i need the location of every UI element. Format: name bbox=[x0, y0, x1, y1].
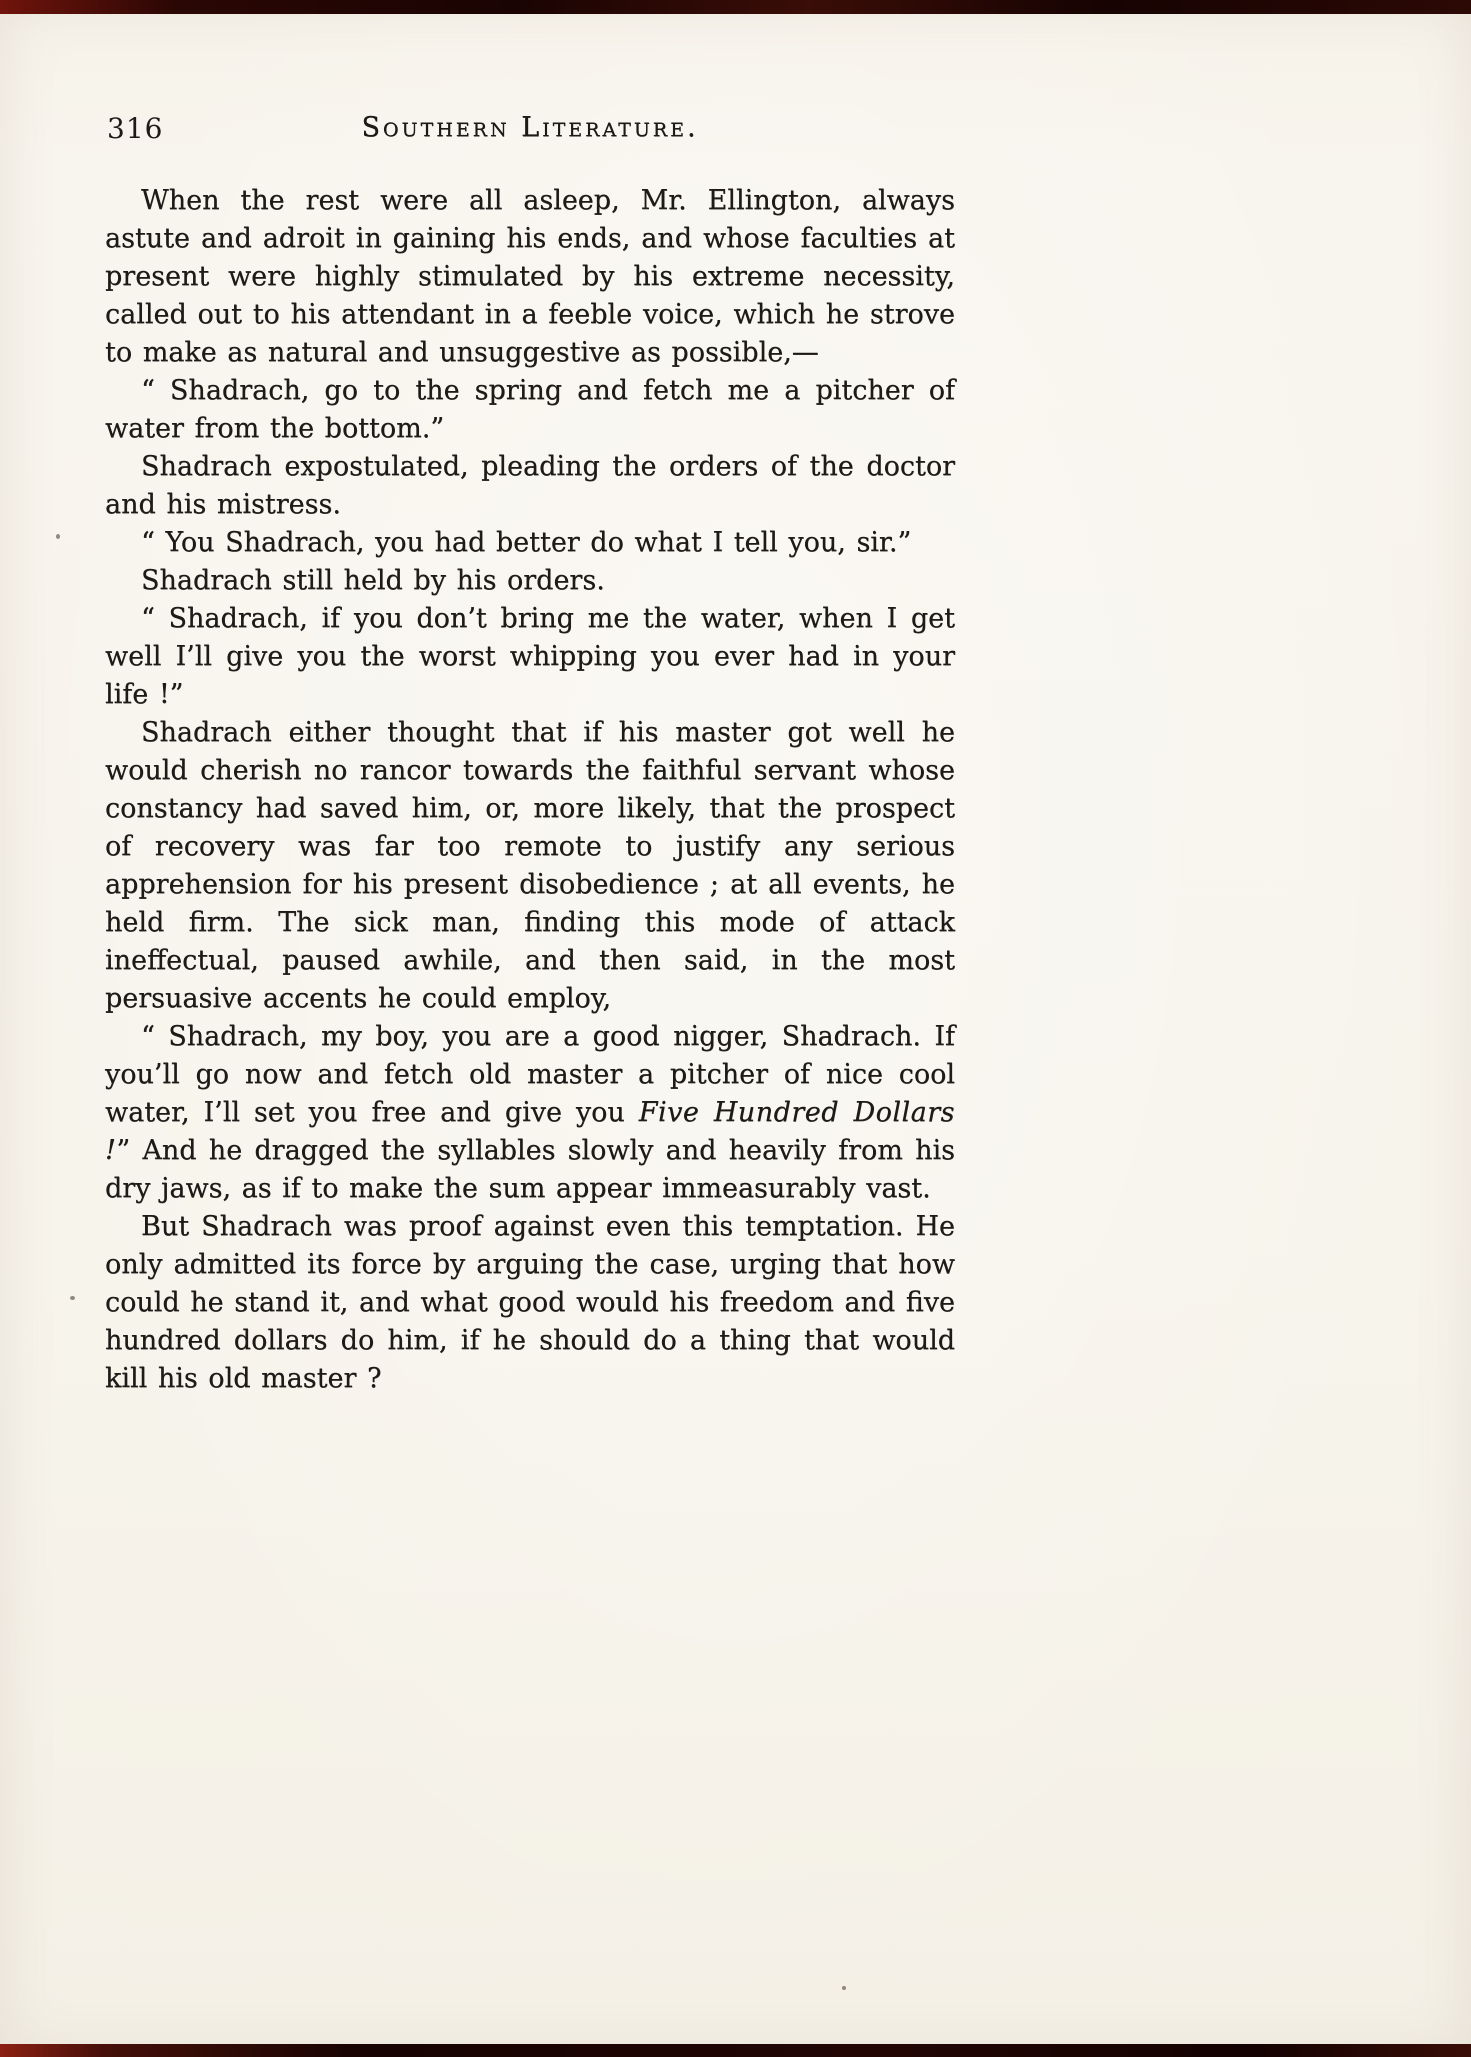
paragraph-9 bbox=[105, 1208, 955, 1398]
scan-edge-bottom bbox=[0, 2044, 1471, 2057]
paragraph-text: “ Shadrach, my boy, you are a good nigger, Shadrach. If you’ll go now and fetch old master a pitcher of nice cool water, I’ll set you free and give you bbox=[105, 1021, 955, 1128]
paragraph-text: Shadrach either thought that if his master got well he would cherish no rancor towards the faithful servant whose constancy had saved him, or, more likely, that the prospect of recovery was far too remote to justify any serious apprehension for his present disobedience ; at all events, he held firm. The sick man, finding this mode of attack ineffectual, paused awhile, and then said, in the most persuasive accents he could employ, bbox=[105, 717, 955, 1014]
running-title: Southern Literature. bbox=[361, 112, 699, 143]
paragraph-text: “ Shadrach, if you don’t bring me the water, when I get well I’ll give you the worst whipping you ever had in your life !” bbox=[105, 603, 955, 710]
paragraph-6 bbox=[105, 600, 955, 714]
body-text bbox=[105, 182, 955, 1398]
paragraph-5 bbox=[105, 562, 955, 600]
page-content bbox=[105, 112, 955, 1398]
paragraph-4 bbox=[105, 524, 955, 562]
paragraph-8 bbox=[105, 1018, 955, 1208]
paragraph-2 bbox=[105, 372, 955, 448]
paragraph-text: ” And he dragged the syllables slowly and heavily from his dry jaws, as if to make the sum appear immeasurably vast. bbox=[105, 1135, 955, 1204]
paragraph-1 bbox=[105, 182, 955, 372]
paragraph-text: Shadrach still held by his orders. bbox=[141, 565, 605, 596]
scan-speck bbox=[842, 1986, 846, 1990]
scan-edge-top bbox=[0, 0, 1471, 14]
paragraph-3 bbox=[105, 448, 955, 524]
running-head bbox=[105, 112, 955, 152]
paragraph-text: When the rest were all asleep, Mr. Ellington, always astute and adroit in gaining his ends, and whose faculties at present were highly stimulated by his extreme necessity, called out to his attendant in a feeble voice, which he strove to make as natural and unsuggestive as possible,— bbox=[105, 185, 955, 368]
italic-phrase: Five Hundred Dollars ! bbox=[105, 1097, 955, 1166]
paragraph-text: “ Shadrach, go to the spring and fetch me a pitcher of water from the bottom.” bbox=[105, 375, 955, 444]
paragraph-text: Shadrach expostulated, pleading the orders of the doctor and his mistress. bbox=[105, 451, 955, 520]
page-number: 316 bbox=[107, 112, 164, 145]
scan-speck bbox=[70, 1296, 75, 1300]
paragraph-text: But Shadrach was proof against even this temptation. He only admitted its force by arguing the case, urging that how could he stand it, and what good would his freedom and five hundred dollars do him, if he should do a thing that would kill his old master ? bbox=[105, 1211, 955, 1394]
paragraph-text: “ You Shadrach, you had better do what I tell you, sir.” bbox=[141, 527, 912, 558]
scan-speck bbox=[56, 534, 60, 539]
paragraph-7 bbox=[105, 714, 955, 1018]
